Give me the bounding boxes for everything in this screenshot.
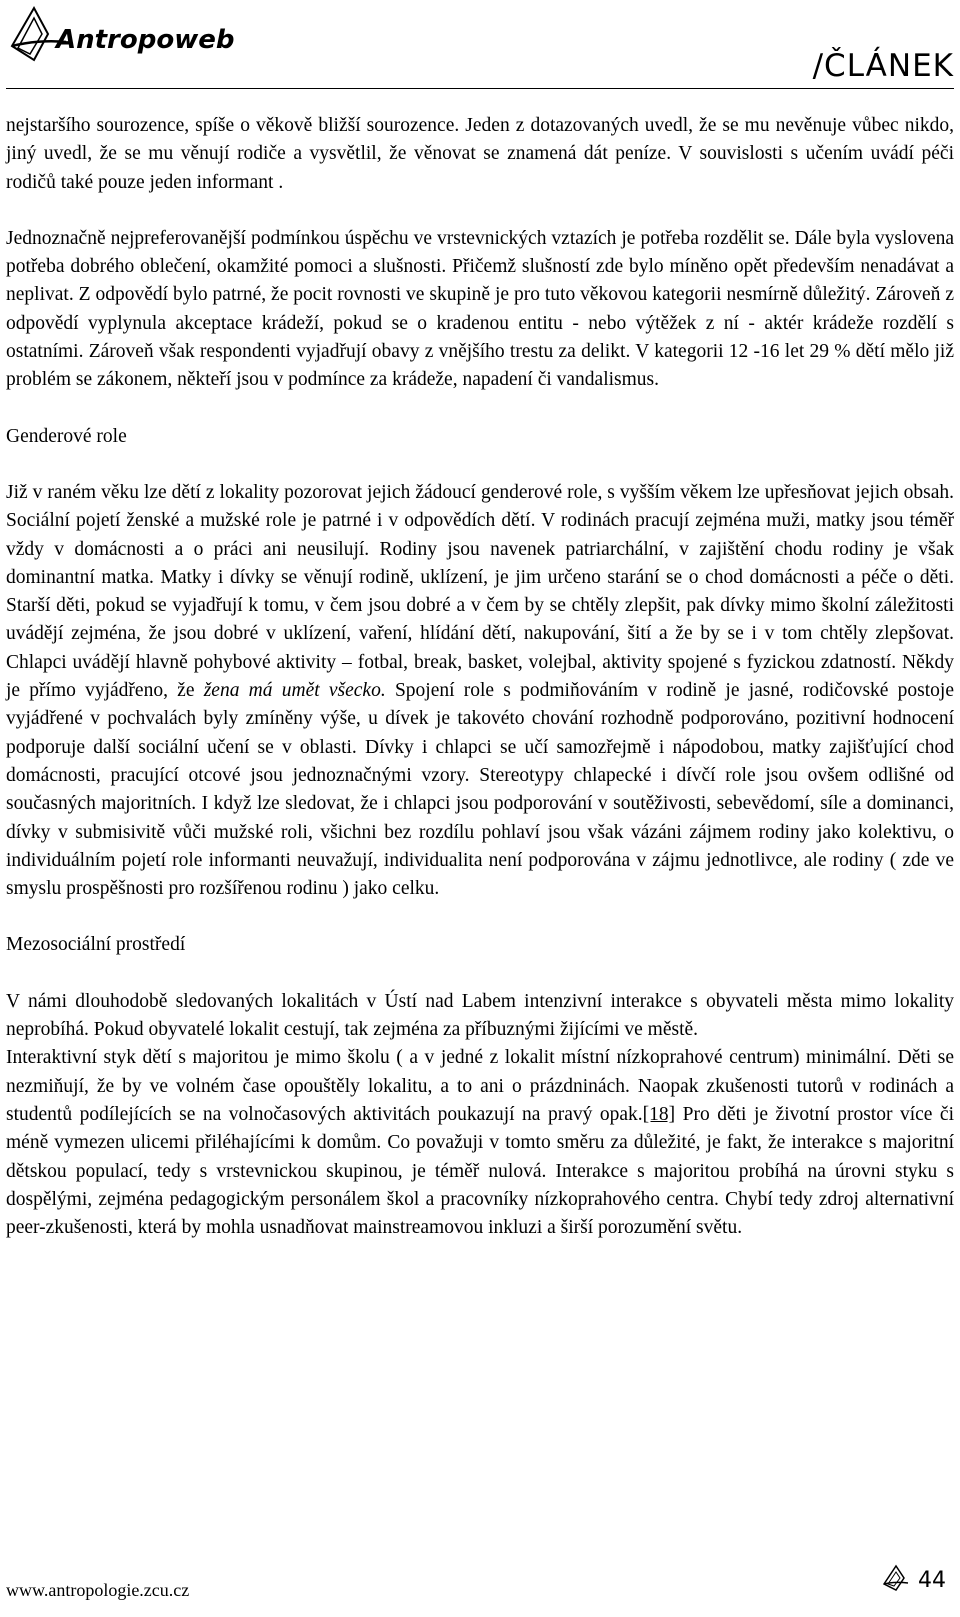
paragraph-gender-roles [6, 479, 954, 903]
quote-italic: žena má umět všecko. [203, 680, 386, 702]
footer-url[interactable]: www.antropologie.zcu.cz [6, 1580, 190, 1600]
section-label: /ČLÁNEK [812, 48, 954, 84]
page-number: 44 [918, 1568, 946, 1593]
paragraph-gender-roles-part2: Spojení role s podmiňováním v rodině je jasné, rodičovské postoje vyjádřené v pochvalách byly zmíněny výše, u dívek je takovéto chování rozhodně podporováno, pozitivní hodnocení podporuje další sociální učení se v oblasti. Dívky i chlapci se učí samozřejmě i nápodobou, matky zajišťující chod domácnosti, pracující otcové jsou jednoznačnými vzory. Stereotypy chlapecké i dívčí role jsou ovšem odlišné od současných majoritních. I když lze sledovat, že i chlapci jsou podporování v soutěživosti, sebevědomí, síle a dominanci, dívky v submisivitě vůči mužské roli, všichni bez rozdílu pohlaví jsou však vázáni zájmem rodiny jako kolektivu, o individuálním pojetí role informanti neuvažují, individualita není podporována v zájmu jednotlivce, ale rodiny ( zde ve smyslu prospěšnosti pro rozšířenou rodinu ) jako celku. [6, 680, 954, 900]
paragraph-siblings: nejstaršího sourozence, spíše o věkově bližší sourozence. Jeden z dotazovaných uvedl, že se mu nevěnuje vůbec nikdo, jiný uvedl, že se mu věnují rodiče a vysvětlil, že věnovat se znamená dát peníze. V souvislosti s učením uvádí péči rodičů také pouze jeden informant . [6, 115, 954, 193]
header-divider [6, 88, 954, 89]
paragraph-interaction-part1: Interaktivní styk dětí s majoritou je mimo školu ( a v jedné z lokalit místní nízkoprahové centrum) minimální. Děti se nezmiňují, že by ve volném čase opouštěly lokalitu, a to ani o prázdninách. Naopak zkušenosti tutorů v rodinách a studentů podílejících se na volnočasových aktivitách poukazují na pravý opak. [6, 1047, 954, 1125]
logo-text: Antropoweb [56, 25, 235, 55]
footer-page-info [882, 1564, 946, 1597]
article-body [6, 112, 954, 1242]
paragraph-interaction [6, 1044, 954, 1242]
page-header [0, 0, 960, 90]
footnote-link[interactable]: [18] [642, 1103, 676, 1125]
logo-emblem-icon [8, 4, 248, 66]
paragraph-gender-roles-part1: Již v raném věku lze dětí z lokality pozorovat jejich žádoucí genderové role, s vyšším věkem lze upřesňovat jejich obsah. Sociální pojetí ženské a mužské role je patrné i v odpovědích dětí. V rodinách pracují zejména muži, matky jsou téměř vždy v domácnosti a o práci ani neusilují. Rodiny jsou navenek patriarchální, v zajištění chodu rodiny je však dominantní matka. Matky i dívky se věnují rodině, uklízení, je jim určeno starání se o chod domácnosti a péče o děti. Starší děti, pokud se vyjadřují k tomu, v čem jsou dobré a v čem by se chtěly zlepšit, pak dívky mimo školní záležitosti uvádějí zejména, že jsou dobré v uklízení, vaření, hlídání dětí, nakupování, šití a že by se i v tom chtěly zlepšovat. Chlapci uvádějí hlavně pohybové aktivity – fotbal, break, basket, volejbal, aktivity spojené s fyzickou zdatností. Někdy je přímo vyjádřeno, že [6, 481, 954, 702]
paragraph-peer-relations: Jednoznačně nejpreferovanější podmínkou úspěchu ve vrstevnických vztazích je potřeba rozdělit se. Dále byla vyslovena potřeba dobrého oblečení, okamžité pomoci a slušnosti. Přičemž slušností zde bylo míněno opět především nenadávat a neplivat. Z odpovědí bylo patrné, že pocit rovnosti ve skupině je pro tuto věkovou kategorii nesmírně důležitý. Zároveň z odpovědí vyplynula akceptace krádeží, pokud se o kradenou entitu - nebo výtěžek z ní - aktér krádeže rozdělí s ostatními. Zároveň však respondenti vyjadřují obavy z vnějšího trestu za delikt. V kategorii 12 -16 let 29 % dětí mělo již problém se zákonem, někteří jsou v podmínce za krádeže, napadení či vandalismus. [6, 227, 954, 391]
paragraph-localities: V námi dlouhodobě sledovaných lokalitách v Ústí nad Labem intenzivní interakce s obyvateli města mimo lokality neprobíhá. Pokud obyvatelé lokalit cestují, tak zejména za příbuznými žijícími ve městě. [6, 990, 954, 1041]
heading-gender-roles: Genderové role [6, 425, 127, 447]
footer-logo-icon [882, 1564, 910, 1597]
antropoweb-logo[interactable] [8, 4, 248, 66]
paragraph-interaction-part2: Pro děti je životní prostor více či méně vymezen ulicemi přiléhajícími k domům. Co považuji v tomto směru za důležité, je fakt, že interakce s majoritní dětskou populací, tedy s vrstevnickou skupinou, je téměř nulová. Interakce s majoritou probíhá na úrovni styku s dospělými, zejména pedagogickým personálem škol a pracovníky nízkoprahového centra. Chybí tedy zdroj alternativní peer-zkušenosti, která by mohla usnadňovat mainstreamovou inkluzi a širší porozumění světu. [6, 1103, 955, 1239]
heading-mesosocial: Mezosociální prostředí [6, 934, 186, 956]
